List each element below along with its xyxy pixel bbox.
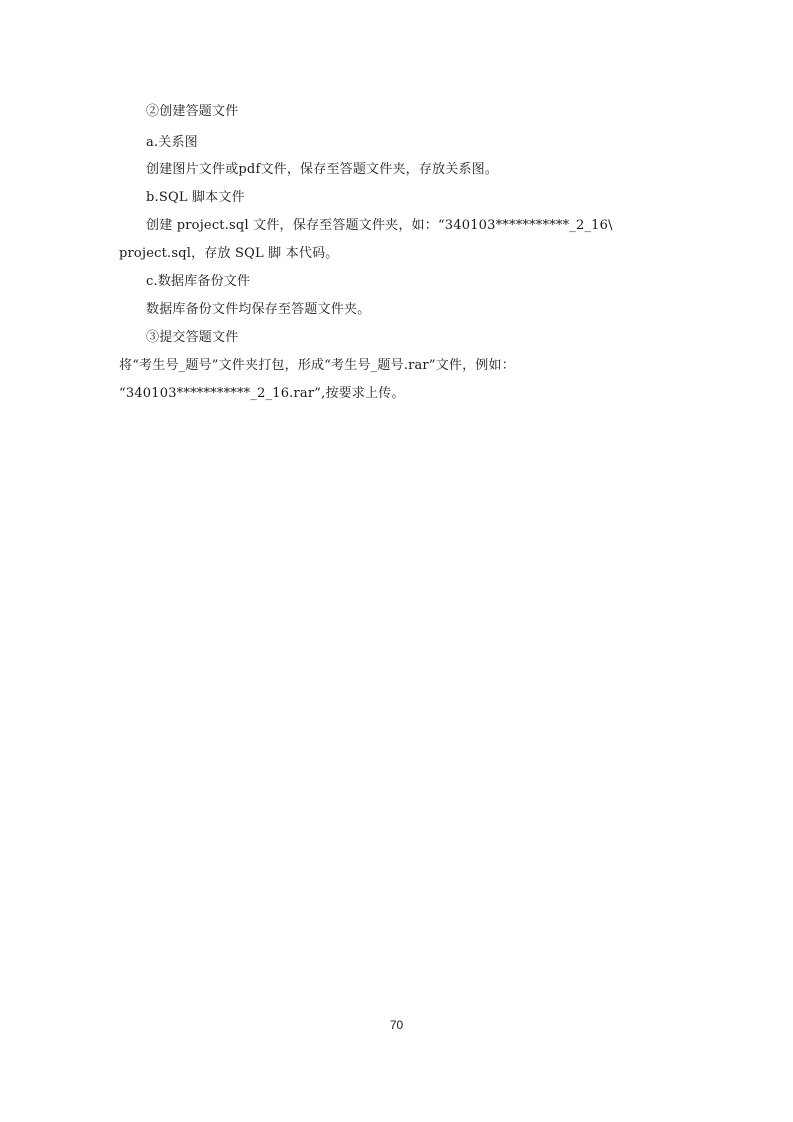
step-2-heading: ②创建答题文件 [146,104,239,119]
paragraph-diagram: 创建图片文件或pdf文件，保存至答题文件夹，存放关系图。 [146,162,499,177]
subsection-a-heading: a.关系图 [146,135,198,150]
subsection-c-heading: c.数据库备份文件 [146,274,251,289]
paragraph-submit-line-2: “340103***********_2_16.rar”,按要求上传。 [119,386,405,401]
paragraph-sql-line-1: 创建 project.sql 文件，保存至答题文件夹，如：“340103***********_2_16\ [146,218,613,233]
page-number: 70 [389,1018,404,1032]
subsection-b-heading: b.SQL 脚本文件 [146,190,245,205]
step-3-heading: ③提交答题文件 [146,330,239,345]
paragraph-sql-line-2: project.sql，存放 SQL 脚 本代码。 [119,246,339,261]
paragraph-submit-line-1: 将“考生号_题号”文件夹打包，形成“考生号_题号.rar”文件，例如： [119,358,515,373]
paragraph-backup: 数据库备份文件均保存至答题文件夹。 [146,302,371,317]
